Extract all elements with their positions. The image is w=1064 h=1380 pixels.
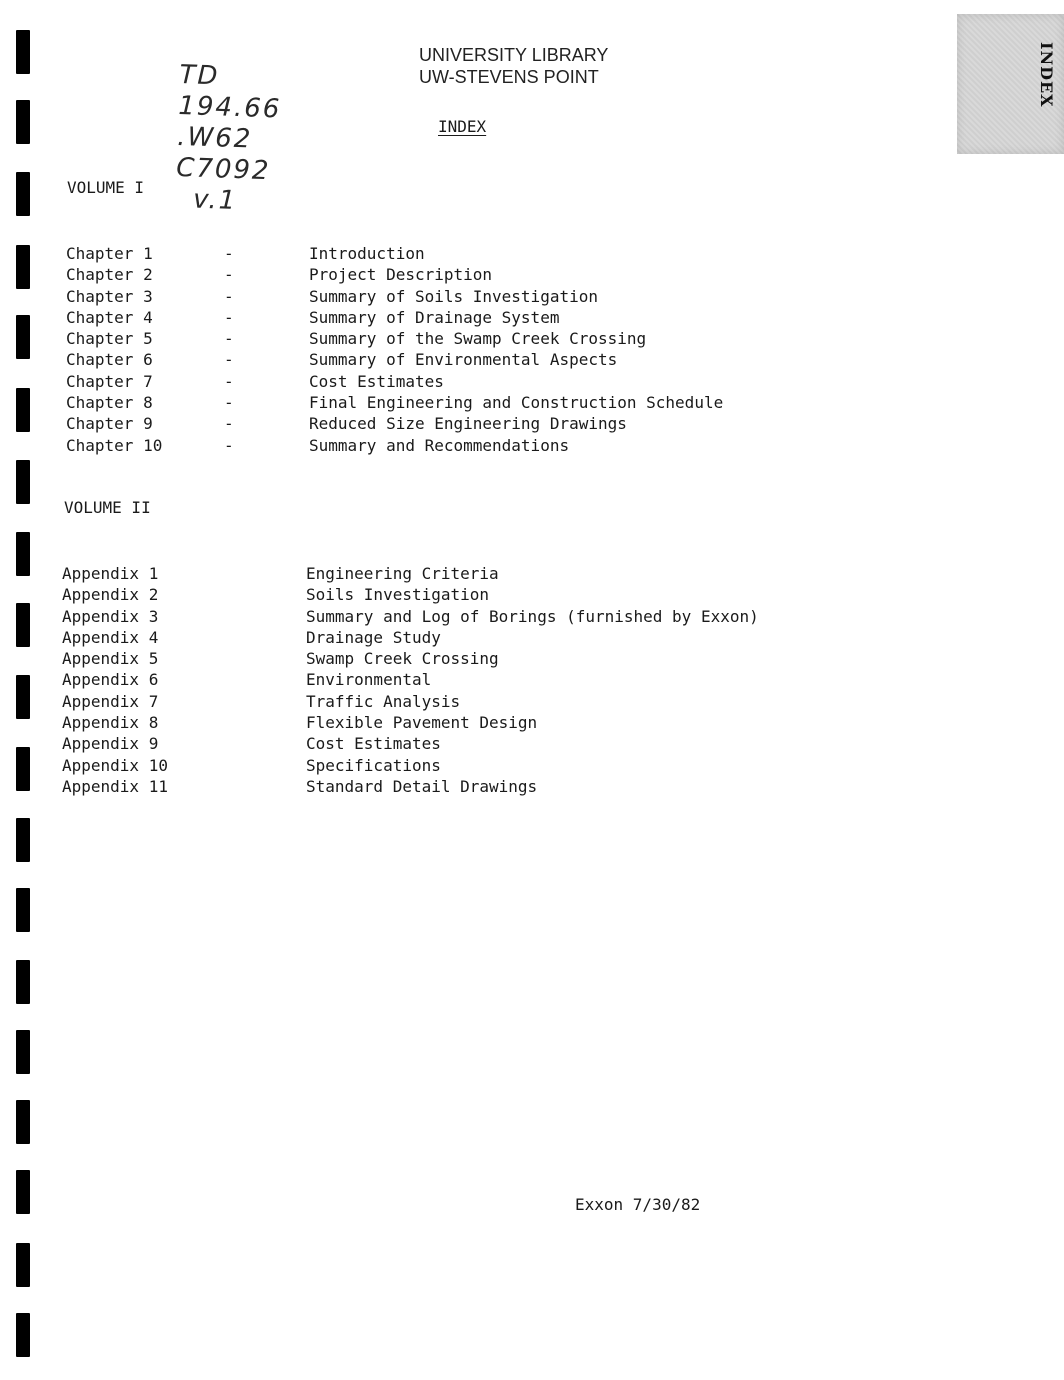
library-stamp — [419, 44, 608, 88]
separator-dash: - — [224, 371, 234, 391]
separator-dash: - — [224, 350, 234, 370]
separator-dash: - — [224, 329, 234, 349]
appendix-number: Appendix 5 — [62, 649, 159, 669]
binding-hole — [16, 1243, 30, 1287]
appendix-row[interactable] — [0, 563, 1064, 584]
call-number-line: TD — [178, 60, 220, 92]
appendix-row[interactable] — [0, 669, 1064, 690]
chapter-number: Chapter 6 — [66, 350, 153, 370]
call-number-line: 194.66 — [177, 90, 282, 125]
chapter-row[interactable] — [0, 349, 1064, 370]
appendix-title: Soils Investigation — [306, 585, 490, 605]
chapter-row[interactable] — [0, 328, 1064, 349]
chapter-number: Chapter 1 — [66, 244, 153, 263]
chapter-title: Reduced Size Engineering Drawings — [309, 414, 627, 434]
appendix-title: Cost Estimates — [306, 734, 441, 754]
appendix-number: Appendix 1 — [62, 564, 159, 583]
library-campus: UW-STEVENS POINT — [419, 67, 599, 87]
chapter-title: Final Engineering and Construction Schedule — [309, 393, 724, 413]
appendix-number: Appendix 9 — [62, 734, 159, 754]
appendix-number: Appendix 6 — [62, 670, 159, 690]
appendix-number: Appendix 8 — [62, 713, 159, 733]
appendix-title: Standard Detail Drawings — [306, 776, 538, 796]
appendix-row[interactable] — [0, 584, 1064, 605]
document-date-footer: Exxon 7/30/82 — [575, 1195, 701, 1214]
chapter-row[interactable] — [0, 286, 1064, 307]
appendix-number: Appendix 10 — [62, 755, 168, 775]
chapter-number: Chapter 8 — [66, 393, 153, 413]
appendix-title: Specifications — [306, 755, 441, 775]
page-title: INDEX — [438, 117, 487, 136]
volume-heading: VOLUME II — [64, 498, 151, 517]
separator-dash: - — [224, 265, 234, 285]
library-name: UNIVERSITY LIBRARY — [419, 45, 609, 65]
chapter-number: Chapter 10 — [66, 435, 163, 455]
binding-hole — [16, 1100, 30, 1144]
chapter-row[interactable] — [0, 392, 1064, 413]
appendix-title: Flexible Pavement Design — [306, 713, 538, 733]
appendix-row[interactable] — [0, 648, 1064, 669]
appendix-title: Engineering Criteria — [306, 564, 499, 583]
binding-hole — [16, 1170, 30, 1214]
separator-dash: - — [224, 286, 234, 306]
separator-dash: - — [224, 393, 234, 413]
appendix-row[interactable] — [0, 627, 1064, 648]
separator-dash: - — [224, 307, 234, 327]
separator-dash: - — [224, 435, 234, 455]
call-number-line: v.1 — [192, 184, 238, 217]
chapter-row[interactable] — [0, 307, 1064, 328]
volume-heading: VOLUME I — [67, 178, 145, 197]
appendix-row[interactable] — [0, 776, 1064, 797]
chapter-number: Chapter 3 — [66, 286, 153, 306]
binding-hole — [16, 1313, 30, 1357]
appendix-row[interactable] — [0, 691, 1064, 712]
appendix-title: Drainage Study — [306, 627, 441, 647]
chapter-title: Cost Estimates — [309, 371, 444, 391]
binding-hole — [16, 172, 30, 216]
separator-dash: - — [224, 244, 234, 263]
appendix-number: Appendix 11 — [62, 776, 168, 796]
appendix-title: Swamp Creek Crossing — [306, 649, 499, 669]
chapter-title: Summary of Soils Investigation — [309, 286, 598, 306]
binding-hole — [16, 460, 30, 504]
index-tab[interactable] — [957, 14, 1064, 154]
appendix-title: Environmental — [306, 670, 432, 690]
appendix-title: Summary and Log of Borings (furnished by Exxon) — [306, 606, 759, 626]
appendix-row[interactable] — [0, 733, 1064, 754]
call-number-line: .W62 — [176, 121, 253, 155]
chapter-number: Chapter 4 — [66, 307, 153, 327]
appendix-number: Appendix 3 — [62, 606, 159, 626]
separator-dash: - — [224, 414, 234, 434]
appendix-number: Appendix 4 — [62, 627, 159, 647]
appendix-list — [0, 563, 1064, 797]
binding-hole — [16, 818, 30, 862]
chapter-list — [0, 243, 1064, 456]
index-tab-label: INDEX — [1037, 42, 1056, 108]
binding-hole — [16, 960, 30, 1004]
appendix-title: Traffic Analysis — [306, 691, 461, 711]
binding-hole — [16, 888, 30, 932]
appendix-row[interactable] — [0, 606, 1064, 627]
appendix-number: Appendix 7 — [62, 691, 159, 711]
appendix-row[interactable] — [0, 712, 1064, 733]
chapter-row[interactable] — [0, 243, 1064, 264]
chapter-title: Project Description — [309, 265, 493, 285]
chapter-title: Summary of Environmental Aspects — [309, 350, 618, 370]
chapter-title: Summary of the Swamp Creek Crossing — [309, 329, 647, 349]
chapter-row[interactable] — [0, 435, 1064, 456]
handwritten-call-number — [175, 60, 283, 218]
chapter-number: Chapter 9 — [66, 414, 153, 434]
chapter-number: Chapter 5 — [66, 329, 153, 349]
chapter-row[interactable] — [0, 264, 1064, 285]
chapter-row[interactable] — [0, 413, 1064, 434]
chapter-title: Summary and Recommendations — [309, 435, 570, 455]
call-number-line: C7092 — [175, 152, 272, 187]
binding-hole — [16, 100, 30, 144]
chapter-title: Summary of Drainage System — [309, 307, 560, 327]
chapter-row[interactable] — [0, 371, 1064, 392]
chapter-number: Chapter 7 — [66, 371, 153, 391]
binding-hole — [16, 30, 30, 74]
chapter-number: Chapter 2 — [66, 265, 153, 285]
binding-hole — [16, 1030, 30, 1074]
chapter-title: Introduction — [309, 244, 425, 263]
appendix-number: Appendix 2 — [62, 585, 159, 605]
appendix-row[interactable] — [0, 755, 1064, 776]
